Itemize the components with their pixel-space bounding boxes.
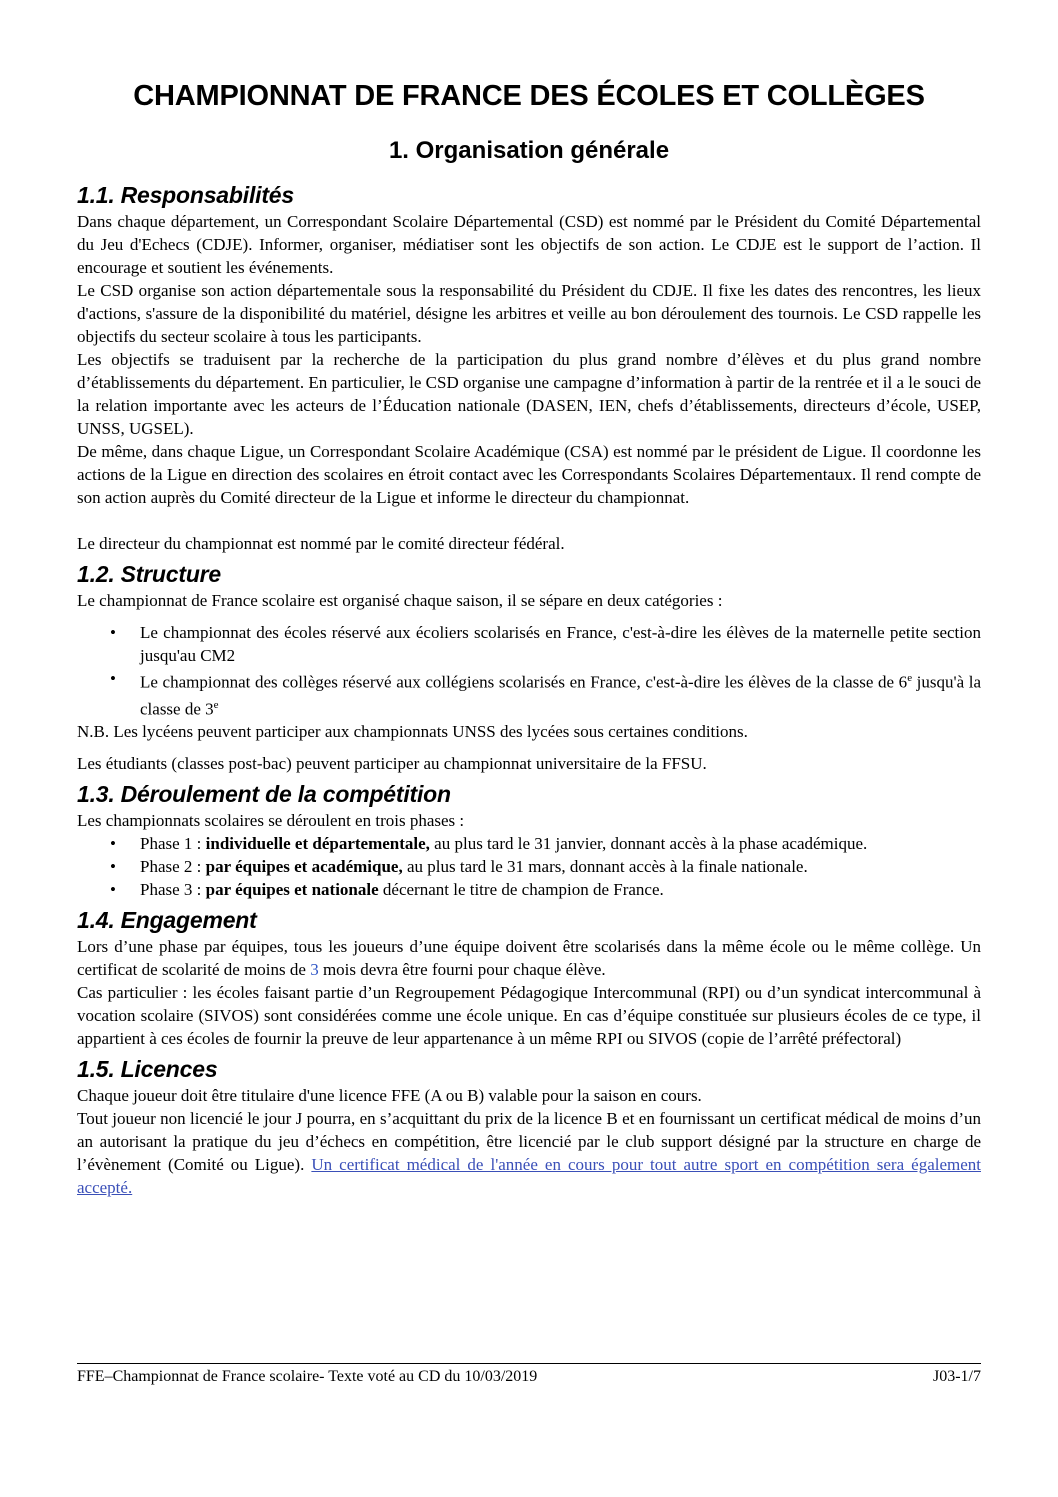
footer-page-number: J03-1/7 xyxy=(933,1368,981,1385)
subsection-title: Responsabilités xyxy=(120,182,294,208)
document-title: CHAMPIONNAT DE FRANCE DES ÉCOLES ET COLLÈGES xyxy=(133,80,925,112)
paragraph: Le championnat de France scolaire est organisé chaque saison, il se sépare en deux catégories : xyxy=(77,591,723,610)
subsection-heading-1-2 xyxy=(77,559,981,589)
document-page xyxy=(77,76,981,1199)
subsection-number: 1.2. xyxy=(77,561,115,587)
paragraph-text: Tout joueur non licencié le jour J pourra, en s’acquittant du prix de la licence B et en fournissant un certificat médical de moins d’un an autorisant la pratique du jeu d’échecs en compétition, être licencié par le club support désigné par la structure en charge de l’évènement (Comité ou Ligue). xyxy=(77,1109,981,1175)
subsection-heading-1-1 xyxy=(77,180,981,210)
phase-type: par équipes et académique, xyxy=(205,857,403,877)
list-item xyxy=(77,878,981,901)
phase-type: par équipes et nationale xyxy=(205,880,379,900)
paragraph: Les étudiants (classes post-bac) peuvent participer au championnat universitaire de la FFSU. xyxy=(77,754,707,774)
list-item xyxy=(77,855,981,878)
list-item-text: Le championnat des écoles réservé aux écoliers scolarisés en France, c'est-à-dire les élèves de la maternelle petite section jusqu'au CM2 xyxy=(140,623,981,665)
spacer xyxy=(77,612,981,621)
phase-list xyxy=(77,832,981,901)
spacer xyxy=(77,509,981,532)
subsection-number: 1.5. xyxy=(77,1056,115,1083)
list-item xyxy=(77,621,981,667)
section-heading: 1. Organisation générale xyxy=(388,137,670,164)
highlighted-number: 3 xyxy=(310,960,319,980)
paragraph: De même, dans chaque Ligue, un Correspondant Scolaire Académique (CSA) est nommé par le président de Ligue. Il coordonne les actions de la Ligue en direction des scolaires en étroit contact avec les Correspondants Scolaires Départementaux. Il rend compte de son action auprès du Comité directeur de la Ligue et informe le directeur du championnat. xyxy=(77,442,981,507)
paragraph: Chaque joueur doit être titulaire d'une licence FFE (A ou B) valable pour la saison en cours. xyxy=(77,1086,702,1106)
list-item xyxy=(77,832,981,855)
subsection-number: 1.1. xyxy=(77,182,115,208)
subsection-title: Déroulement de la compétition xyxy=(120,781,451,808)
subsection-heading-1-4 xyxy=(77,905,981,935)
subsection-number: 1.4. xyxy=(77,907,115,934)
bullet: • xyxy=(110,623,116,642)
phase-detail: au plus tard le 31 mars, donnant accès à la finale nationale. xyxy=(402,857,808,877)
page-footer xyxy=(77,1363,981,1387)
subsection-number: 1.3. xyxy=(77,781,115,808)
subsection-title: Engagement xyxy=(120,907,257,934)
subsection-heading-1-5 xyxy=(77,1054,981,1084)
paragraph: Les championnats scolaires se déroulent en trois phases : xyxy=(77,811,465,831)
phase-label: Phase 1 : xyxy=(140,834,206,854)
list-item-text: jusqu'à la classe de 3 xyxy=(140,672,982,719)
phase-label: Phase 2 : xyxy=(140,857,206,877)
list-item-text: Le championnat des collèges réservé aux collégiens scolarisés en France, c'est-à-dire les élèves de la classe de 6 xyxy=(140,672,908,692)
paragraph xyxy=(77,1107,981,1199)
phase-detail: au plus tard le 31 janvier, donnant accès à la phase académique. xyxy=(429,834,868,854)
bullet: • xyxy=(110,857,116,877)
paragraph: Le CSD organise son action départementale sous la responsabilité du Président du CDJE. Il fixe les dates des rencontres, les lieux d'actions, s'assure de la disponibilité du matériel, désigne les arbitres et veille au bon déroulement des tournois. Le CSD rappelle les objectifs du secteur scolaire à tous les participants. xyxy=(77,281,981,346)
subsection-title: Licences xyxy=(120,1056,218,1083)
phase-type: individuelle et départementale, xyxy=(205,834,430,854)
paragraph-text: Lors d’une phase par équipes, tous les joueurs d’une équipe doivent être scolarisés dans la même école ou le même collège. Un certificat de scolarité de moins de xyxy=(77,937,981,980)
paragraph xyxy=(77,935,981,981)
list-item xyxy=(77,667,981,720)
phase-detail: décernant le titre de champion de France. xyxy=(378,880,664,900)
category-list xyxy=(77,621,981,720)
phase-label: Phase 3 : xyxy=(140,880,206,900)
superscript: e xyxy=(213,698,219,711)
bullet: • xyxy=(110,834,116,854)
paragraph: Dans chaque département, un Correspondant Scolaire Départemental (CSD) est nommé par le Président du Comité Départemental du Jeu d'Echecs (CDJE). Informer, organiser, médiatiser sont les objectifs de son action. Le CDJE est le support de l’action. Il encourage et soutient les événements. xyxy=(77,212,981,277)
paragraph: Le directeur du championnat est nommé par le comité directeur fédéral. xyxy=(77,534,565,553)
paragraph-text: mois devra être fourni pour chaque élève. xyxy=(318,960,606,980)
certificate-note-link[interactable]: Un certificat médical de l'année en cours pour tout autre sport en compétition sera également accepté. xyxy=(77,1155,981,1198)
superscript: e xyxy=(907,672,913,684)
paragraph: N.B. Les lycéens peuvent participer aux championnats UNSS des lycées sous certaines conditions. xyxy=(77,722,748,742)
subsection-heading-1-3 xyxy=(77,779,981,809)
bullet: • xyxy=(110,880,116,900)
spacer xyxy=(77,743,981,752)
paragraph: Cas particulier : les écoles faisant partie d’un Regroupement Pédagogique Intercommunal (RPI) ou d’un syndicat intercommunal à vocation scolaire (SIVOS) sont considérées comme une école unique. En cas d’équipe constituée sur plusieurs écoles de ce type, il appartient à ces écoles de fournir la preuve de leur appartenance à un même RPI ou SIVOS (copie de l’arrêté préfectoral) xyxy=(77,983,981,1049)
paragraph: Les objectifs se traduisent par la recherche de la participation du plus grand nombre d’élèves et du plus grand nombre d’établissements du département. En particulier, le CSD organise une campagne d’information à partir de la rentrée et il a le souci de la relation importante avec les acteurs de l’Éducation nationale (DASEN, IEN, chefs d’établissements, directeurs d’école, USEP, UNSS, UGSEL). xyxy=(77,350,981,438)
bullet: • xyxy=(110,669,116,688)
footer-source: FFE–Championnat de France scolaire- Texte voté au CD du 10/03/2019 xyxy=(77,1368,538,1385)
subsection-title: Structure xyxy=(120,561,222,587)
